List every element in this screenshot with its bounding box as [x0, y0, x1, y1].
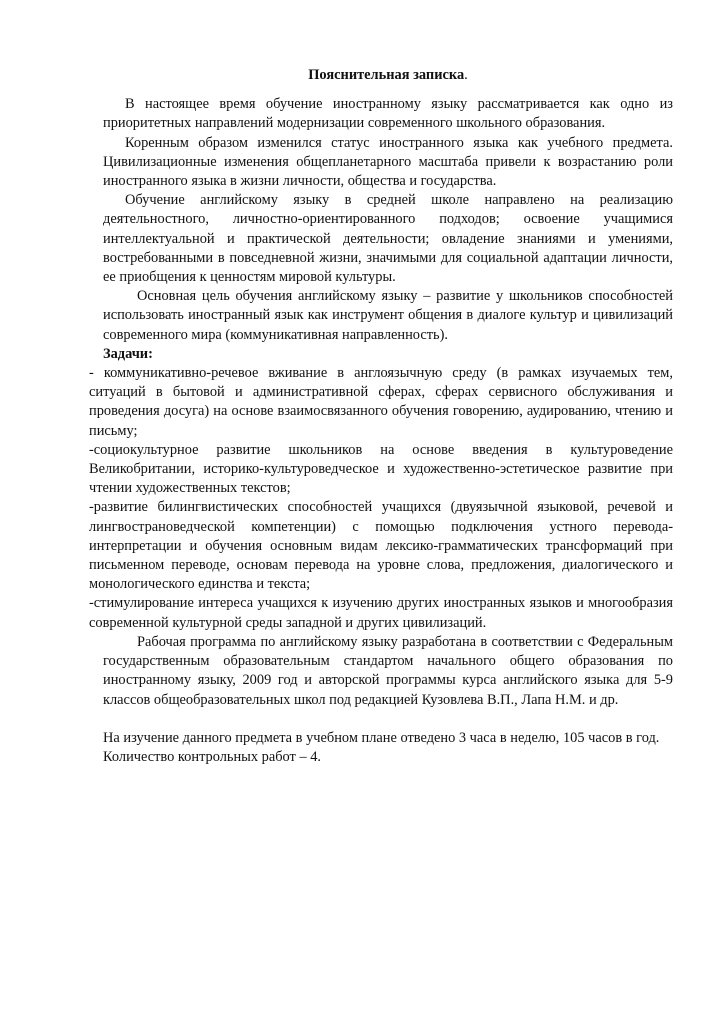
document-title [103, 66, 673, 85]
paragraph-status: Коренным образом изменился статус иностранного языка как учебного предмета. Цивилизационные изменения общепланетарного масштаба привели к возрастанию роли иностранного языка в жизни личности, общества и государства. [103, 134, 673, 190]
paragraph-program: Рабочая программа по английскому языку разработана в соответствии с Федеральным государственным образовательным стандартом начального общего образования по иностранному языку, 2009 год и авторской программы курса английского языка для 5-9 классов общеобразовательных школ под редакцией Кузовлева В.П., Лапа Н.М. и др. [103, 633, 673, 708]
paragraph-approach: Обучение английскому языку в средней школе направлено на реализацию деятельностного, личностно-ориентированного подходов; освоение учащимися интеллектуальной и практической деятельности; овладение знаниями и умениями, востребованными в повседневной жизни, значимыми для социальной адаптации личности, ее приобщения к ценностям мировой культуры. [103, 192, 673, 286]
task-item-motivation: -стимулирование интереса учащихся к изучению других иностранных языков и многообразия современной культурной среды западной и других цивилизаций. [89, 595, 673, 631]
task-item-bilingual: -развитие билингвистических способностей учащихся (двуязычной языковой, речевой и лингвострановедческой компетенции) с помощью подключения устного перевода-интерпретации и обучения основным видам лексико-грамматических трансформаций при письменном переводе, основам перевода на уровне слова, предложения, диалогического и монологического единства и текста; [89, 499, 673, 593]
spacer [103, 710, 673, 729]
title-text: Пояснительная записка [308, 67, 465, 83]
control-works-line: Количество контрольных работ – 4. [103, 748, 322, 765]
paragraph-intro: В настоящее время обучение иностранному языку рассматривается как одно из приоритетных направлений модернизации современного школьного образования. [103, 96, 673, 132]
hours-line: На изучение данного предмета в учебном плане отведено 3 часа в неделю, 105 часов в год. [103, 729, 660, 746]
task-item-communicative: - коммуникативно-речевое вживание в англоязычную среду (в рамках изучаемых тем, ситуаций в бытовой и административной сферах, сферах сервисного обслуживания и проведения досуга) на основе взаимосвязанного обучения говорению, аудированию, чтению и письму; [89, 365, 673, 439]
paragraph-goal: Основная цель обучения английскому языку – развитие у школьников способностей использовать иностранный язык как инструмент общения в диалоге культур и цивилизаций современного мира (коммуникативная направленность). [103, 288, 673, 343]
tasks-heading: Задачи: [103, 345, 153, 362]
task-item-sociocultural: -социокультурное развитие школьников на основе введения в культуроведение Великобритании, историко-культуроведческое и художественно-эстетическое развитие при чтении художественных текстов; [89, 441, 673, 497]
title-dot: . [464, 67, 468, 83]
